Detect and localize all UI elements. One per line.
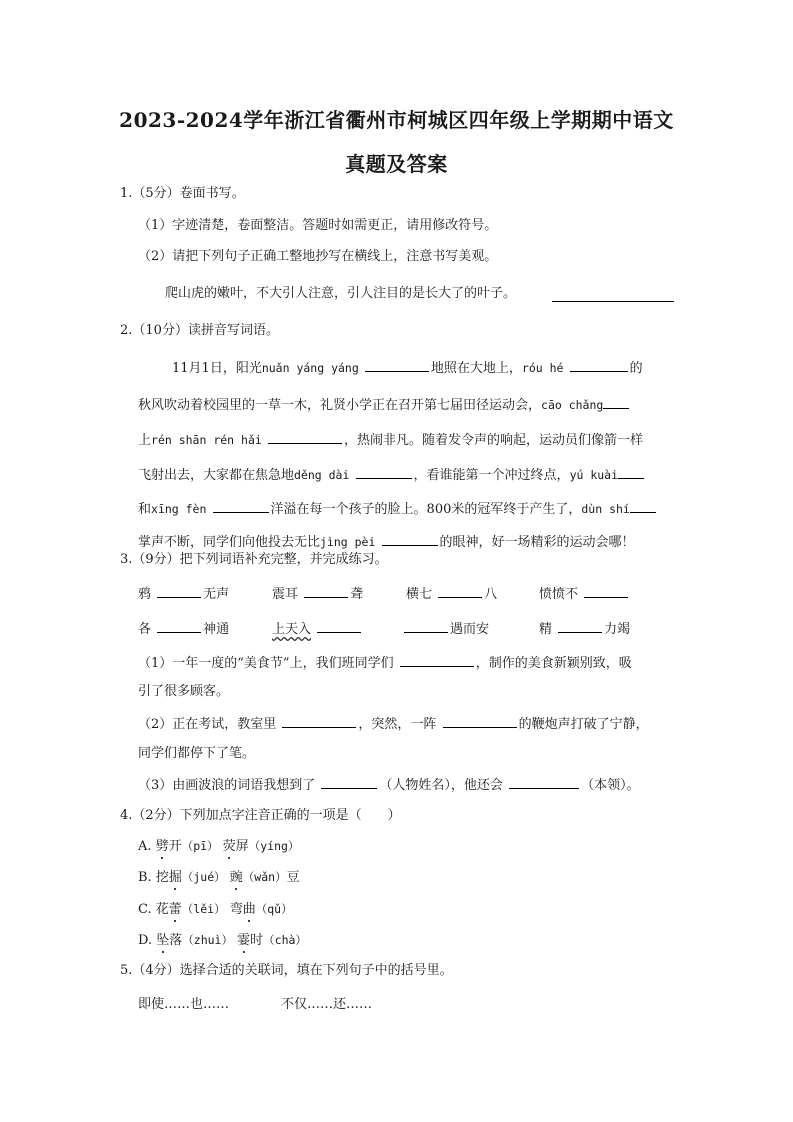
pinyin: dùn shí [581,502,630,516]
pinyin: rén shān rén hǎi [151,433,262,447]
q3-sentence3 [138,776,640,794]
answer-blank[interactable] [268,431,342,444]
text: ，制作的美食新颖别致，吸 [475,656,632,671]
idiom-blank[interactable] [157,620,201,633]
idiom-blank[interactable] [584,585,628,598]
q4-option-d[interactable] [138,932,307,949]
dotted-char: 劈 [155,839,169,854]
q3-sentence2 [138,715,649,733]
idiom-blank[interactable] [304,585,348,598]
q3-sentence1 [138,654,632,672]
q3-idiom-7 [404,620,489,638]
pinyin: děng dài [294,468,350,482]
q1-sub1: （1）字迹清楚，卷面整洁。答题时如需更正，请用修改符号。 [138,218,498,233]
answer-blank[interactable] [630,500,656,513]
pinyin: （pī） [181,839,219,853]
char: 落 [169,933,183,948]
text: ，热闹非凡。随着发令声的响起，运动员们像箭一样 [343,433,643,448]
idiom-part-wavy: 上天入 [272,622,312,637]
q4-option-c[interactable] [138,901,293,918]
char: 花 [155,902,169,917]
q3-idiom-2 [272,585,363,603]
text: ，看谁能第一个冲过终点， [413,468,570,483]
idiom-part: 遇而安 [450,622,490,637]
char: 开 [168,839,182,854]
q3-idiom-4 [539,585,630,603]
text: 上 [138,433,152,448]
answer-blank[interactable] [443,715,517,728]
pinyin: （jué） [181,870,226,884]
text: （3）由画波浪的词语我想到了 [138,778,316,793]
q2-line2 [138,396,629,414]
q2-line4 [138,466,644,484]
doc-title-line1: 2023-2024学年浙江省衢州市柯城区四年级上学期期中语文 [119,108,674,132]
pinyin: yú kuài [569,468,619,482]
idiom-part: 精 [539,622,553,637]
answer-blank[interactable] [400,654,474,667]
idiom-part: 八 [484,587,498,602]
q3-idiom-8 [539,620,630,638]
q5-option-1: 即使……也…… [138,997,230,1012]
q2-line3 [138,431,643,449]
dotted-char: 曲 [242,902,256,917]
q3-sentence1-cont: 引了很多顾客。 [138,684,230,699]
text: 11月1日，阳光 [172,361,262,376]
q4-header: 4.（2分）下列加点字注音正确的一项是（ ） [120,808,401,823]
dotted-char: 蕾 [168,902,182,917]
q5-option-2: 不仅……还…… [281,997,373,1012]
text: （人物姓名），他还会 [379,778,503,793]
char: 挖 [155,870,169,885]
text: （1）一年一度的“美食节”上，我们班同学们 [138,656,394,671]
q3-header: 3.（9分）把下列词语补充完整，并完成练习。 [120,552,388,567]
idiom-part: 聋 [350,587,364,602]
q3-idiom-5 [138,620,229,638]
answer-blank[interactable] [321,776,377,789]
option-label: B. [138,870,152,885]
q1-header: 1.（5分）卷面书写。 [120,186,245,201]
text: 秋风吹动着校园里的一草一木，礼贤小学正在召开第七届田径运动会， [138,398,542,413]
q2-line1 [172,359,643,377]
dotted-char: 掘 [168,870,182,885]
text: （2）正在考试，教室里 [138,717,277,732]
q5-header: 5.（4分）选择合适的关联词，填在下列句子中的括号里。 [120,963,453,978]
pinyin: xīng fèn [151,502,207,516]
pinyin: cāo chǎng [541,398,604,412]
idiom-part: 横七 [406,587,433,602]
option-label: D. [138,933,153,948]
dotted-char: 坠 [156,933,170,948]
char: 屏 [235,839,249,854]
pinyin: nuǎn yáng yáng [261,361,359,375]
pinyin: róu hé [521,361,564,375]
pinyin: jìng pèi [320,535,376,549]
q2-line6 [138,533,635,551]
answer-blank[interactable] [603,396,629,409]
dotted-char: 豌 [229,870,243,885]
pinyin: （lěi） [181,902,226,916]
char: 时 [250,933,264,948]
q2-header: 2.（10分）读拼音写词语。 [120,323,279,338]
dotted-char: 霎 [237,933,251,948]
answer-blank[interactable] [365,359,429,372]
q2-line5 [138,500,656,518]
q3-idiom-6 [272,620,363,638]
pinyin: （chà） [263,933,307,947]
q4-option-b[interactable] [138,869,300,886]
q4-option-a[interactable] [138,838,299,855]
answer-blank[interactable] [282,715,356,728]
idiom-blank[interactable] [317,620,361,633]
answer-blank[interactable] [213,500,269,513]
q3-idiom-1 [138,585,229,603]
idiom-blank[interactable] [558,620,602,633]
idiom-part: 鸦 [138,587,152,602]
text: （本领）。 [581,778,640,793]
option-label: A. [138,839,152,854]
answer-blank[interactable] [509,776,579,789]
q1-sentence: 爬山虎的嫩叶，不大引人注意，引人注目的是长大了的叶子。 [165,286,517,301]
idiom-part: 各 [138,622,152,637]
idiom-blank[interactable] [438,585,482,598]
q3-idiom-3 [406,585,497,603]
dotted-char: 荧 [222,839,236,854]
q1-answer-blank[interactable] [552,301,674,302]
pinyin: （yíng） [248,839,300,853]
text: 和 [138,502,152,517]
idiom-blank[interactable] [404,620,448,633]
answer-blank[interactable] [356,466,412,479]
text: 掌声不断，同学们向他投去无比 [138,535,321,550]
text: ，突然，一阵 [358,717,437,732]
idiom-part: 神通 [203,622,230,637]
idiom-part: 愤愤不 [539,587,579,602]
idiom-blank[interactable] [157,585,201,598]
text: 地照在大地上， [430,361,522,376]
answer-blank[interactable] [382,533,438,546]
text: 飞射出去，大家都在焦急地 [138,468,295,483]
pinyin: （wǎn） [242,870,287,884]
answer-blank[interactable] [570,359,628,372]
text: 的眼神，好一场精彩的运动会哪！ [439,535,635,550]
doc-title-line2: 真题及答案 [345,152,448,176]
text: 的 [629,361,643,376]
idiom-part: 震耳 [272,587,299,602]
char: 弯 [229,902,243,917]
text: 的鞭炮声打破了宁静， [518,717,649,732]
answer-blank[interactable] [618,466,644,479]
pinyin: （zhuì） [182,933,233,947]
option-label: C. [138,902,152,917]
pinyin: （qǔ） [255,902,293,916]
char: 豆 [286,870,300,885]
idiom-part: 力竭 [604,622,631,637]
q1-sub2: （2）请把下列句子正确工整地抄写在横线上，注意书写美观。 [138,249,498,264]
q3-sentence2-cont: 同学们都停下了笔。 [138,746,256,761]
idiom-part: 无声 [203,587,230,602]
text: 洋溢在每一个孩子的脸上。800米的冠军终于产生了， [270,502,582,517]
